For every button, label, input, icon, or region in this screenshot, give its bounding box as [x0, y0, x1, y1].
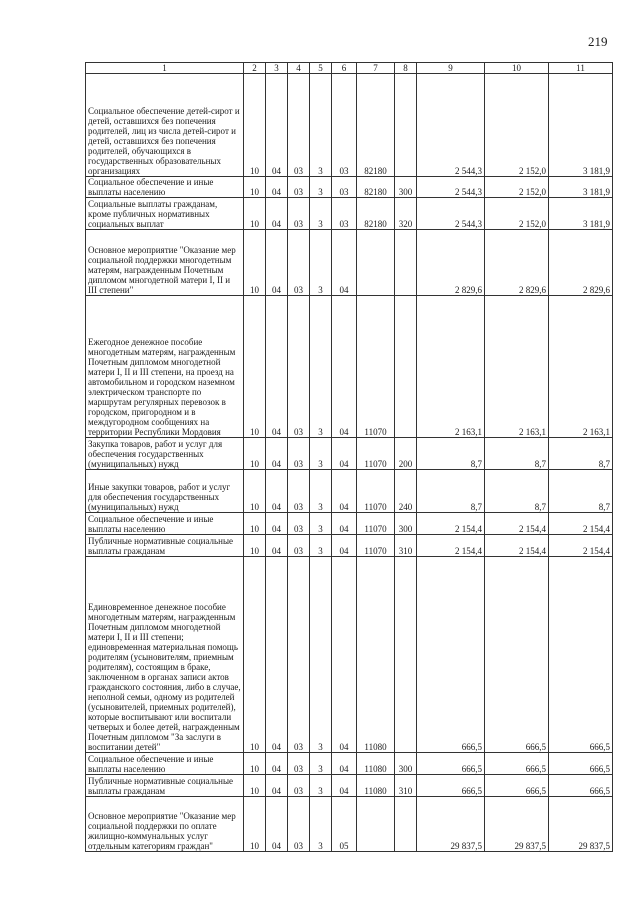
- amount-year-3: 8,7: [549, 438, 613, 470]
- subsection-code: 04: [266, 753, 288, 775]
- target-code: 11080: [357, 557, 395, 753]
- amount-year-1: 666,5: [417, 753, 485, 775]
- amount-year-1: 2 544,3: [417, 198, 485, 230]
- section-code: 10: [244, 470, 266, 513]
- subprogram-code: 3: [310, 438, 332, 470]
- table-row: [86, 797, 613, 852]
- header-cell: 8: [395, 63, 417, 74]
- row-name: Единовременное денежное пособие многодетным матерям, награжденным Почетным дипломом многодетной матери I, II и III степени; единовременная материальная помощь родителям (усыновителям, приемным родителям), состоящим в браке, заключенном в органах записи актов гражданского состояния, либо в случае, неполной семьи, одному из родителей (усыновителей, приемных родителей), которые воспитывают или воспитали четверых и более детей, награжденным Почетным дипломом "За заслуги в воспитании детей": [86, 557, 244, 753]
- amount-year-1: 666,5: [417, 775, 485, 797]
- subprogram-code: 3: [310, 797, 332, 852]
- expense-type-code: 320: [395, 198, 417, 230]
- row-name: Публичные нормативные социальные выплаты гражданам: [86, 535, 244, 557]
- subsection-code: 04: [266, 74, 288, 177]
- subprogram-code: 3: [310, 513, 332, 535]
- amount-year-2: 29 837,5: [485, 797, 549, 852]
- expense-type-code: [395, 74, 417, 177]
- row-name: Ежегодное денежное пособие многодетным матерям, награжденным Почетным дипломом многодетной матери I, II и III степени, на проезд на автомобильном и городском наземном электрическом транспорте по маршрутам регулярных перевозок в городском, пригородном и в междугородном сообщениях на территории Республики Мордовия: [86, 296, 244, 438]
- expense-type-code: [395, 557, 417, 753]
- table-row: [86, 753, 613, 775]
- activity-code: 04: [332, 535, 357, 557]
- program-code: 03: [288, 557, 310, 753]
- activity-code: 04: [332, 775, 357, 797]
- activity-code: 04: [332, 438, 357, 470]
- subprogram-code: 3: [310, 230, 332, 296]
- subsection-code: 04: [266, 177, 288, 198]
- program-code: 03: [288, 296, 310, 438]
- header-cell: 2: [244, 63, 266, 74]
- expense-type-code: [395, 296, 417, 438]
- subprogram-code: 3: [310, 296, 332, 438]
- section-code: 10: [244, 535, 266, 557]
- section-code: 10: [244, 198, 266, 230]
- expense-type-code: 240: [395, 470, 417, 513]
- header-cell: 5: [310, 63, 332, 74]
- target-code: 11080: [357, 775, 395, 797]
- section-code: 10: [244, 74, 266, 177]
- target-code: 11070: [357, 470, 395, 513]
- amount-year-2: 2 152,0: [485, 198, 549, 230]
- section-code: 10: [244, 513, 266, 535]
- target-code: 82180: [357, 74, 395, 177]
- amount-year-1: 2 829,6: [417, 230, 485, 296]
- activity-code: 04: [332, 470, 357, 513]
- amount-year-3: 3 181,9: [549, 74, 613, 177]
- row-name: Социальное обеспечение и иные выплаты населению: [86, 753, 244, 775]
- amount-year-1: 2 163,1: [417, 296, 485, 438]
- page-number: 219: [588, 34, 608, 49]
- amount-year-2: 2 154,4: [485, 513, 549, 535]
- target-code: 11070: [357, 438, 395, 470]
- amount-year-2: 666,5: [485, 753, 549, 775]
- amount-year-3: 29 837,5: [549, 797, 613, 852]
- subprogram-code: 3: [310, 753, 332, 775]
- header-cell: 9: [417, 63, 485, 74]
- activity-code: 04: [332, 230, 357, 296]
- subsection-code: 04: [266, 557, 288, 753]
- program-code: 03: [288, 470, 310, 513]
- activity-code: 04: [332, 296, 357, 438]
- subprogram-code: 3: [310, 535, 332, 557]
- subsection-code: 04: [266, 230, 288, 296]
- subprogram-code: 3: [310, 74, 332, 177]
- amount-year-2: 2 152,0: [485, 177, 549, 198]
- header-cell: 1: [86, 63, 244, 74]
- amount-year-3: 2 829,6: [549, 230, 613, 296]
- amount-year-1: 2 544,3: [417, 74, 485, 177]
- amount-year-2: 8,7: [485, 470, 549, 513]
- subsection-code: 04: [266, 470, 288, 513]
- amount-year-3: 3 181,9: [549, 198, 613, 230]
- budget-table: [85, 62, 613, 852]
- program-code: 03: [288, 797, 310, 852]
- expense-type-code: 300: [395, 177, 417, 198]
- amount-year-3: 666,5: [549, 753, 613, 775]
- amount-year-3: 2 154,4: [549, 535, 613, 557]
- header-cell: 6: [332, 63, 357, 74]
- table-row: [86, 230, 613, 296]
- amount-year-2: 2 829,6: [485, 230, 549, 296]
- amount-year-2: 2 152,0: [485, 74, 549, 177]
- amount-year-1: 2 544,3: [417, 177, 485, 198]
- row-name: Социальные выплаты гражданам, кроме публичных нормативных социальных выплат: [86, 198, 244, 230]
- table-row: [86, 296, 613, 438]
- program-code: 03: [288, 177, 310, 198]
- activity-code: 04: [332, 557, 357, 753]
- amount-year-3: 3 181,9: [549, 177, 613, 198]
- section-code: 10: [244, 753, 266, 775]
- expense-type-code: [395, 797, 417, 852]
- activity-code: 04: [332, 753, 357, 775]
- section-code: 10: [244, 230, 266, 296]
- program-code: 03: [288, 775, 310, 797]
- subsection-code: 04: [266, 797, 288, 852]
- table-row: [86, 535, 613, 557]
- target-code: [357, 797, 395, 852]
- section-code: 10: [244, 296, 266, 438]
- amount-year-3: 666,5: [549, 775, 613, 797]
- subprogram-code: 3: [310, 198, 332, 230]
- expense-type-code: 300: [395, 753, 417, 775]
- amount-year-1: 2 154,4: [417, 535, 485, 557]
- target-code: [357, 230, 395, 296]
- header-cell: 7: [357, 63, 395, 74]
- row-name: Основное мероприятие "Оказание мер социальной поддержки по оплате жилищно-коммунальных услуг отдельным категориям граждан": [86, 797, 244, 852]
- program-code: 03: [288, 535, 310, 557]
- subprogram-code: 3: [310, 470, 332, 513]
- program-code: 03: [288, 74, 310, 177]
- amount-year-1: 8,7: [417, 470, 485, 513]
- target-code: 11080: [357, 753, 395, 775]
- table-row: [86, 557, 613, 753]
- expense-type-code: 310: [395, 535, 417, 557]
- target-code: 11070: [357, 296, 395, 438]
- table-row: [86, 470, 613, 513]
- row-name: Публичные нормативные социальные выплаты гражданам: [86, 775, 244, 797]
- header-cell: 4: [288, 63, 310, 74]
- activity-code: 04: [332, 513, 357, 535]
- expense-type-code: 310: [395, 775, 417, 797]
- subsection-code: 04: [266, 535, 288, 557]
- amount-year-3: 666,5: [549, 557, 613, 753]
- subprogram-code: 3: [310, 177, 332, 198]
- table-row: [86, 74, 613, 177]
- table-row: [86, 775, 613, 797]
- expense-type-code: 200: [395, 438, 417, 470]
- section-code: 10: [244, 438, 266, 470]
- program-code: 03: [288, 230, 310, 296]
- amount-year-1: 666,5: [417, 557, 485, 753]
- row-name: Социальное обеспечение и иные выплаты населению: [86, 177, 244, 198]
- amount-year-2: 666,5: [485, 557, 549, 753]
- row-name: Иные закупки товаров, работ и услуг для обеспечения государственных (муниципальных) нужд: [86, 470, 244, 513]
- target-code: 82180: [357, 177, 395, 198]
- row-name: Социальное обеспечение детей-сирот и детей, оставшихся без попечения родителей, лиц из числа детей-сирот и детей, оставшихся без попечения родителей, обучающихся в государственных образовательных организациях: [86, 74, 244, 177]
- subprogram-code: 3: [310, 557, 332, 753]
- amount-year-2: 2 163,1: [485, 296, 549, 438]
- row-name: Основное мероприятие "Оказание мер социальной поддержки многодетным матерям, награжденным Почетным дипломом многодетной матери I, II и III степени": [86, 230, 244, 296]
- section-code: 10: [244, 177, 266, 198]
- table-row: [86, 177, 613, 198]
- header-cell: 11: [549, 63, 613, 74]
- subsection-code: 04: [266, 438, 288, 470]
- target-code: 11070: [357, 513, 395, 535]
- header-row: [86, 63, 613, 74]
- table-row: [86, 438, 613, 470]
- amount-year-1: 29 837,5: [417, 797, 485, 852]
- row-name: Социальное обеспечение и иные выплаты населению: [86, 513, 244, 535]
- subsection-code: 04: [266, 198, 288, 230]
- row-name: Закупка товаров, работ и услуг для обеспечения государственных (муниципальных) нужд: [86, 438, 244, 470]
- subsection-code: 04: [266, 296, 288, 438]
- activity-code: 03: [332, 177, 357, 198]
- header-cell: 3: [266, 63, 288, 74]
- target-code: 82180: [357, 198, 395, 230]
- amount-year-2: 8,7: [485, 438, 549, 470]
- section-code: 10: [244, 797, 266, 852]
- program-code: 03: [288, 198, 310, 230]
- subsection-code: 04: [266, 775, 288, 797]
- program-code: 03: [288, 513, 310, 535]
- activity-code: 03: [332, 74, 357, 177]
- target-code: 11070: [357, 535, 395, 557]
- amount-year-1: 8,7: [417, 438, 485, 470]
- amount-year-3: 2 154,4: [549, 513, 613, 535]
- activity-code: 05: [332, 797, 357, 852]
- amount-year-3: 8,7: [549, 470, 613, 513]
- amount-year-2: 2 154,4: [485, 535, 549, 557]
- header-cell: 10: [485, 63, 549, 74]
- subprogram-code: 3: [310, 775, 332, 797]
- activity-code: 03: [332, 198, 357, 230]
- expense-type-code: [395, 230, 417, 296]
- section-code: 10: [244, 557, 266, 753]
- subsection-code: 04: [266, 513, 288, 535]
- table-row: [86, 198, 613, 230]
- amount-year-1: 2 154,4: [417, 513, 485, 535]
- program-code: 03: [288, 438, 310, 470]
- amount-year-2: 666,5: [485, 775, 549, 797]
- amount-year-3: 2 163,1: [549, 296, 613, 438]
- program-code: 03: [288, 753, 310, 775]
- table-row: [86, 513, 613, 535]
- section-code: 10: [244, 775, 266, 797]
- expense-type-code: 300: [395, 513, 417, 535]
